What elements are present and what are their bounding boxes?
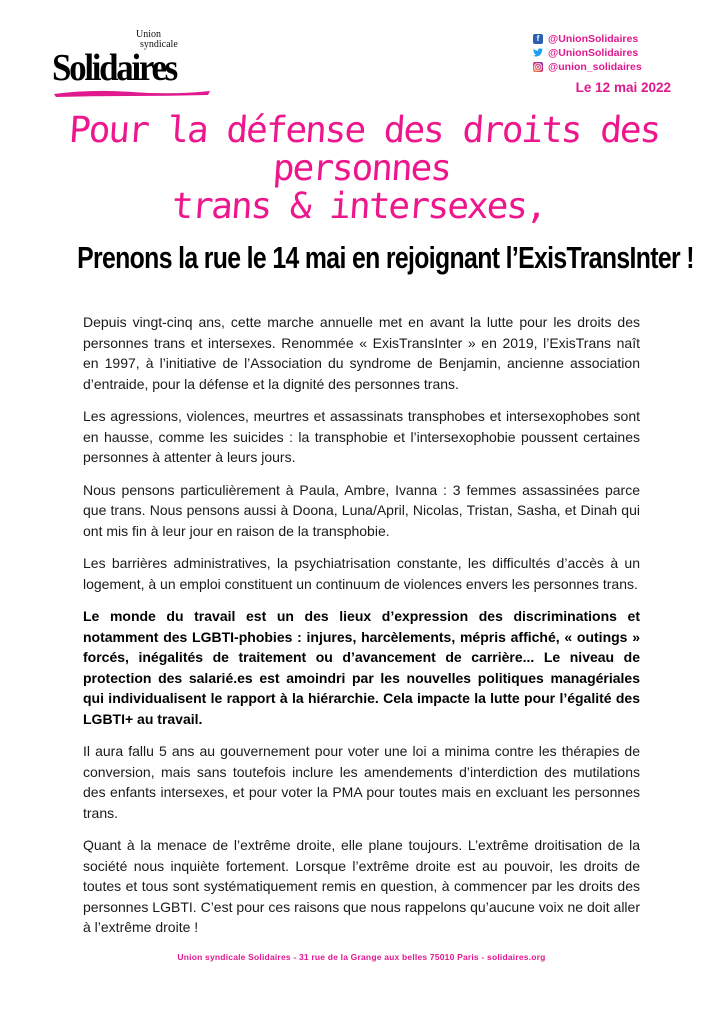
- facebook-icon: f: [533, 34, 543, 44]
- paragraph-government: Il aura fallu 5 ans au gouvernement pour voter une loi a minima contre les thérapies de conversion, mais sans toutefois inclure les amendements d’interdiction des mutilations des enfants intersexes, et pour voter la PMA pour toutes mais en excluant les personnes trans.: [83, 743, 640, 821]
- solidaires-logo: [52, 26, 222, 96]
- social-twitter[interactable]: [533, 46, 673, 59]
- paragraph-violence: Les agressions, violences, meurtres et assassinats transphobes et intersexophobes sont en hausse, comme les suicides : la transphobie et l’intersexophobie poussent certaines personnes à attenter à leurs jours.: [83, 408, 640, 465]
- twitter-handle[interactable]: @UnionSolidaires: [548, 46, 639, 59]
- logo-line-syndicale: syndicale: [140, 39, 178, 50]
- logo-swoosh-icon: [52, 86, 212, 98]
- publication-date: Le 12 mai 2022: [575, 80, 671, 95]
- social-facebook[interactable]: [533, 32, 673, 45]
- paragraph-history: Depuis vingt-cinq ans, cette marche annuelle met en avant la lutte pour les droits des personnes trans et intersexes. Renommée « ExisTransInter » en 2019, l’ExisTrans naît en 1997, à l’initiative de l’Association du syndrome de Benjamin, ancienne association d’entraide, pour la défense et la dignité des personnes trans.: [83, 314, 640, 392]
- paragraph-barriers: Les barrières administratives, la psychiatrisation constante, les difficultés d’accès à un logement, à un emploi constituent un continuum de violences envers les personnes trans.: [83, 555, 640, 592]
- paragraph-far-right: Quant à la menace de l’extrême droite, elle plane toujours. L’extrême droitisation de la société nous inquiète fortement. Lorsque l’extrême droite est au pouvoir, les droits de toutes et tous sont systématiquement remis en question, à commencer par les droits des personnes LGBTI. C’est pour ces raisons que nous rappelons qu’aucune voix ne doit aller à l’extrême droite !: [83, 837, 640, 935]
- paragraph-victims: Nous pensons particulièrement à Paula, Ambre, Ivanna : 3 femmes assassinées parce que trans. Nous pensons aussi à Doona, Luna/April, Nicolas, Tristan, Sasha, et Dinah qui ont mis fin à leur jour en raison de la transphobie.: [83, 481, 640, 539]
- instagram-icon: [533, 62, 543, 72]
- facebook-handle[interactable]: @UnionSolidaires: [548, 32, 639, 45]
- instagram-handle[interactable]: @union_solidaires: [548, 60, 642, 73]
- headline: [0, 112, 723, 226]
- twitter-icon: [533, 48, 543, 58]
- footer-address: Union syndicale Solidaires - 31 rue de la Grange aux belles 75010 Paris - solidaires.org: [177, 952, 546, 962]
- article-body: [83, 312, 640, 950]
- social-links: [533, 32, 673, 74]
- logo-wordmark: Solidaires: [52, 47, 176, 89]
- social-instagram[interactable]: [533, 60, 673, 73]
- headline-line-1: Pour la défense des droits des personnes: [67, 110, 661, 189]
- subheadline-text: Prenons la rue le 14 mai en rejoignant l’ExisTransInter !: [77, 240, 694, 275]
- subheadline: [0, 240, 723, 276]
- headline-line-2: trans & intersexes,: [170, 186, 548, 227]
- logo-line-union: Union: [136, 29, 161, 40]
- paragraph-workplace: Le monde du travail est un des lieux d’expression des discriminations et notamment des LGBTI-phobies : injures, harcèlements, mépris affiché, « outings » forcés, inégalités de traitement ou d’avancement de carrière... Le niveau de protection des salarié.es est amoindri par les nouvelles politiques managériales qui individualisent le rapport à la hiérarchie. Cela impacte la lutte pour l’égalité des LGBTI+ au travail.: [83, 608, 640, 727]
